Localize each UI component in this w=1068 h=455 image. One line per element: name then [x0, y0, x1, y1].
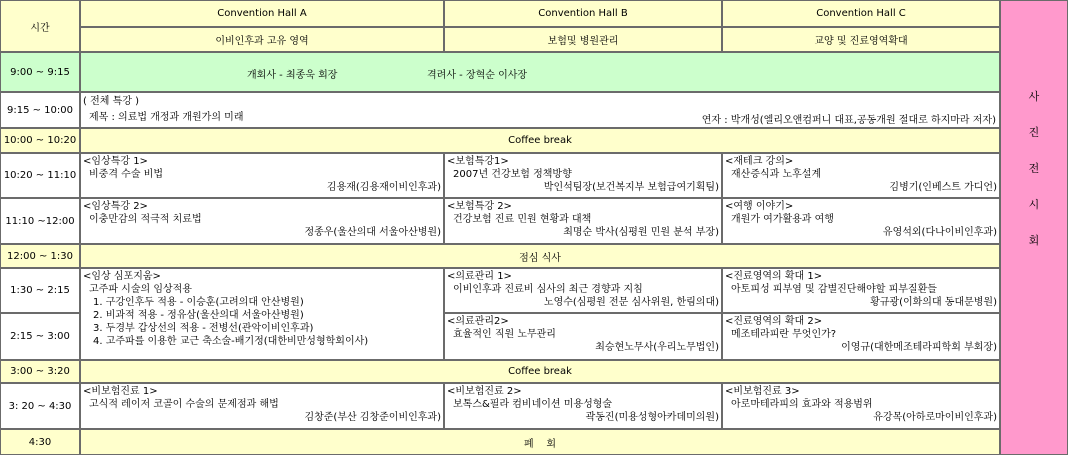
lecture-cell-c [722, 153, 1000, 198]
lecture-title: 건강보험 진료 민원 현황과 대책 [453, 214, 592, 225]
side-char: 진 [1028, 126, 1040, 139]
lecture-cell-c [722, 313, 1000, 360]
time-label: 9:15 ~ 10:00 [6, 104, 73, 116]
hall-b-topic-label: 보험및 병원관리 [547, 36, 619, 47]
lecture-speaker: 최명순 박사(심평원 민원 분석 부장) [563, 227, 719, 238]
coffee-break-cell [80, 360, 1000, 383]
lecture-title: 개원가 여가활용과 여행 [731, 214, 834, 225]
lecture-cell-b [444, 383, 722, 429]
lecture-speaker: 김창준(부산 김창준이비인후과) [304, 412, 441, 423]
lecture-title: 보톡스&필라 컴비네이션 미용성형술 [453, 399, 613, 410]
hall-a-header [80, 0, 444, 27]
special-lecture-title: 제목 : 의료법 개정과 개원가의 미래 [89, 112, 244, 123]
time-label: 10:20 ~ 11:10 [3, 170, 77, 181]
lecture-speaker: 이영규(대한메조테라피학회 부회장) [841, 342, 997, 353]
time-label: 12:00 ~ 1:30 [6, 250, 73, 262]
coffee-break-label: Coffee break [508, 135, 572, 146]
lecture-title: 이충만감의 적극적 치료법 [89, 214, 202, 225]
symposium-cell [80, 268, 444, 360]
time-cell [0, 198, 80, 244]
lecture-title: 재산증식과 노후설계 [731, 169, 822, 180]
lecture-cell-a [80, 153, 444, 198]
lecture-speaker: 유강목(아하로마이비인후과) [873, 412, 997, 423]
lecture-category: <비보험진료 1> [83, 386, 158, 397]
symposium-item: 4. 고주파를 이용한 교근 축소술-배기정(대한비만성형학회이사) [93, 336, 369, 347]
time-label: 10:00 ~ 10:20 [3, 135, 77, 146]
time-label: 4:30 [28, 436, 52, 448]
symposium-item: 3. 두경부 갑상선의 적용 - 전병선(관악이비인후과) [93, 323, 314, 334]
hall-a-topic-label: 이비인후과 고유 영역 [215, 36, 309, 47]
lecture-category: <의료관리 1> [447, 271, 512, 282]
lecture-cell-a [80, 383, 444, 429]
lecture-title: 메조테라피란 무엇인가? [731, 329, 837, 340]
side-char: 회 [1028, 234, 1040, 247]
closing-cell [80, 429, 1000, 455]
opening-cell [80, 52, 1000, 92]
lecture-cell-a [80, 198, 444, 244]
lecture-speaker: 박인석팀장(보건복지부 보험급여기획팀) [543, 182, 719, 193]
lecture-title: 효율적인 직원 노무관리 [453, 329, 556, 340]
time-cell [0, 52, 80, 92]
time-cell [0, 92, 80, 128]
time-cell [0, 429, 80, 455]
symposium-item: 2. 비과적 적용 - 정유삼(울산의대 서울아산병원) [93, 310, 304, 321]
time-cell [0, 268, 80, 313]
time-label: 2:15 ~ 3:00 [10, 331, 70, 342]
lecture-category: <보험특강 2> [447, 201, 512, 212]
lecture-category: <보험특강1> [447, 156, 509, 167]
special-lecture-speaker: 연자 : 박개성(엘리오앤컴퍼니 대표,공동개원 절대로 하지마라 저자) [701, 115, 996, 126]
lecture-category: <임상 심포지움> [83, 271, 161, 282]
lecture-title: 아로마테라피의 효과와 적용범위 [731, 399, 873, 410]
lecture-title: 2007년 건강보험 정책방향 [453, 169, 572, 180]
hall-c-name: Convention Hall C [816, 8, 906, 19]
lecture-title: 이비인후과 진료비 심사의 최근 경향과 지침 [453, 284, 643, 295]
opening-remarks: 개회사 - 최종욱 회장 [247, 70, 338, 81]
time-label: 9:00 ~ 9:15 [10, 66, 70, 78]
coffee-break-label: Coffee break [508, 366, 572, 377]
side-char: 시 [1028, 198, 1040, 211]
time-label: 11:10 ~12:00 [5, 215, 75, 227]
coffee-break-cell [80, 128, 1000, 153]
encouragement-remarks: 격려사 - 장혁순 이사장 [427, 70, 528, 81]
lecture-cell-b [444, 268, 722, 313]
time-cell [0, 383, 80, 429]
time-label: 3:00 ~ 3:20 [10, 366, 70, 377]
hall-c-header [722, 0, 1000, 27]
time-label: 1:30 ~ 2:15 [10, 285, 70, 296]
hall-c-topic-label: 교양 및 진료영역확대 [814, 36, 908, 47]
special-lecture-heading: ( 전체 특강 ) [83, 96, 139, 107]
time-cell [0, 128, 80, 153]
lunch-label: 점심 식사 [519, 252, 561, 264]
lecture-category: <여행 이야기> [725, 201, 794, 212]
lecture-speaker: 김병기(인베스트 가디언) [889, 182, 997, 193]
lecture-cell-b [444, 198, 722, 244]
lecture-speaker: 곽동진(미용성형아카데미의원) [585, 412, 719, 423]
lecture-cell-b [444, 313, 722, 360]
hall-b-topic [444, 27, 722, 52]
lecture-category: <진료영역의 확대 1> [725, 271, 823, 282]
time-label: 3: 20 ~ 4:30 [8, 400, 72, 412]
lecture-cell-c [722, 198, 1000, 244]
hall-b-name: Convention Hall B [538, 8, 628, 19]
side-char: 전 [1028, 162, 1040, 175]
lecture-speaker: 황규광(이화의대 동대문병원) [870, 297, 997, 308]
closing-label: 폐 회 [523, 438, 557, 450]
lecture-category: <진료영역의 확대 2> [725, 316, 823, 327]
time-cell [0, 313, 80, 360]
side-banner [1000, 0, 1068, 455]
lecture-category: <비보험진료 2> [447, 386, 522, 397]
side-char: 사 [1028, 90, 1040, 103]
hall-a-name: Convention Hall A [217, 8, 307, 19]
lecture-cell-c [722, 383, 1000, 429]
time-cell [0, 360, 80, 383]
lecture-category: <임상특강 2> [83, 201, 148, 212]
lecture-title: 아토피성 피부염 및 감별진단해야할 피부질환들 [731, 284, 937, 295]
lecture-speaker: 유영석외(다나이비인후과) [882, 227, 997, 238]
lecture-cell-b [444, 153, 722, 198]
lecture-speaker: 최승현노무사(우리노무법인) [595, 342, 719, 353]
time-header [0, 0, 80, 52]
lecture-speaker: 노영수(심평원 전문 심사위원, 한림의대) [543, 297, 719, 308]
lunch-cell [80, 244, 1000, 268]
time-cell [0, 153, 80, 198]
lecture-title: 고식적 레이저 코골이 수술의 문제점과 해법 [89, 399, 279, 410]
lecture-cell-c [722, 268, 1000, 313]
lecture-speaker: 김용재(김용재이비인후과) [326, 182, 441, 193]
hall-b-header [444, 0, 722, 27]
lecture-category: <재테크 강의> [725, 156, 794, 167]
lecture-title: 고주파 시술의 임상적용 [89, 284, 192, 295]
lecture-category: <임상특강 1> [83, 156, 148, 167]
symposium-item: 1. 구강인후두 적용 - 이승훈(고려의대 안산병원) [93, 297, 304, 308]
hall-c-topic [722, 27, 1000, 52]
lecture-category: <의료관리2> [447, 316, 509, 327]
lecture-title: 비중격 수술 비법 [89, 169, 163, 180]
hall-a-topic [80, 27, 444, 52]
lecture-category: <비보험진료 3> [725, 386, 800, 397]
time-cell [0, 244, 80, 268]
lecture-speaker: 정종우(울산의대 서울아산병원) [304, 227, 441, 238]
time-header-label: 시간 [30, 22, 50, 34]
special-lecture-cell [80, 92, 1000, 128]
